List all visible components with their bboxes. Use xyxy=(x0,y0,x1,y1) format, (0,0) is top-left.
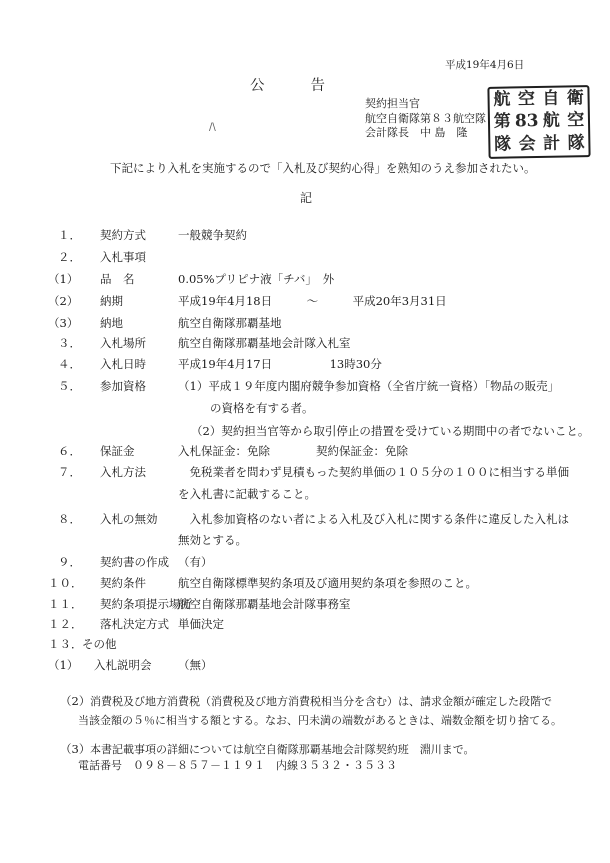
seal-char: 会 xyxy=(518,134,536,155)
stray-mark: /\ xyxy=(209,122,216,133)
item-continuation: （2）契約担当官等から取引停止の措置を受けている期間中の者でないこと。 xyxy=(191,424,590,438)
seal-char: 空 xyxy=(517,88,536,110)
official-seal xyxy=(487,85,590,159)
contact-phone: 電話番号 ０９８－８５７－１１９１ 内線３５３２・３５３３ xyxy=(78,759,397,772)
item-number: ９． xyxy=(58,555,81,569)
item-number: ３． xyxy=(58,336,81,350)
item-value: 平成19年4月18日 ～ 平成20年3月31日 xyxy=(178,294,447,308)
item-number: ８． xyxy=(58,512,81,526)
item-continuation: の資格を有する者。 xyxy=(210,401,314,415)
item-value: （1）平成１９年度内閣府競争参加資格（全省庁統一資格）「物品の販売」 xyxy=(178,379,560,393)
item-continuation: 無効とする。 xyxy=(178,533,247,547)
item-value: 0.05%プリピナ液「チバ」 外 xyxy=(178,272,335,286)
item-row xyxy=(0,599,610,615)
item-label: 納地 xyxy=(100,316,123,330)
seal-char: 隊 xyxy=(493,134,512,155)
notice-title: 公告 xyxy=(250,78,371,94)
item-label: 入札説明会 xyxy=(94,658,152,672)
item-value: （無） xyxy=(178,658,213,672)
item-continuation: を入札書に記載すること。 xyxy=(178,487,316,501)
item-label: 契約方式 xyxy=(100,228,146,242)
item-value: 一般競争契約 xyxy=(178,228,247,242)
item-label: 品 名 xyxy=(100,272,135,286)
seal-char: 隊 xyxy=(567,133,585,154)
item-number: （1） xyxy=(48,272,79,286)
item-row xyxy=(0,619,610,635)
item-label: 契約条件 xyxy=(100,576,146,590)
item-number: ２． xyxy=(58,250,81,264)
item-value: 航空自衛隊那覇基地会計隊事務室 xyxy=(178,597,351,611)
item-number: ７． xyxy=(58,465,81,479)
item-label: 入札場所 xyxy=(100,336,146,350)
item-number: １． xyxy=(58,228,81,242)
issuer-unit: 航空自衛隊第８３航空隊 xyxy=(365,112,486,125)
item-label: 入札の無効 xyxy=(100,512,158,526)
item-number: ５． xyxy=(58,379,81,393)
item-label: 入札方法 xyxy=(100,465,146,479)
item-label: 落札決定方式 xyxy=(100,617,169,631)
seal-char: 航 xyxy=(493,89,511,110)
item-number: （3） xyxy=(48,316,79,330)
item-value: 入札参加資格のない者による入札及び入札に関する条件に違反した入札は xyxy=(178,512,569,526)
note-number: （2） xyxy=(60,694,91,708)
item-row xyxy=(0,467,610,483)
item-row xyxy=(0,446,610,462)
seal-char: 計 xyxy=(542,133,561,155)
item-label: 参加資格 xyxy=(100,379,146,393)
item-row xyxy=(0,338,610,354)
seal-char: 83 xyxy=(514,111,539,132)
note-line: 当該金額の５％に相当する額とする。なお、円未満の端数があるときは、端数金額を切り捨てる。 xyxy=(78,714,562,727)
item-number: １１． xyxy=(48,597,83,611)
seal-char: 第 xyxy=(493,111,511,133)
item-number: １０． xyxy=(48,576,83,590)
issuer-name: 会計隊長 中 島 隆 xyxy=(365,126,468,139)
intro-text: 下記により入札を実施するので「入札及び契約心得」を熟知のうえ参加されたい。 xyxy=(110,161,536,175)
item-row xyxy=(0,639,610,655)
item-row xyxy=(0,296,610,312)
item-label: 契約条項提示場所 xyxy=(100,597,192,611)
item-number: （1） xyxy=(48,658,79,672)
item-row xyxy=(0,578,610,594)
seal-char: 航 xyxy=(542,111,560,132)
seal-char: 自 xyxy=(542,88,560,109)
item-row xyxy=(0,557,610,573)
item-value: 免税業者を問わず見積もった契約単価の１０５分の１００に相当する単価 xyxy=(178,465,569,479)
item-row xyxy=(0,381,610,397)
item-row xyxy=(0,252,610,268)
item-label: 納期 xyxy=(100,294,123,308)
notice-date: 平成19年4月6日 xyxy=(445,59,525,71)
item-row xyxy=(0,230,610,246)
item-number: １３． xyxy=(48,637,83,651)
item-number: （2） xyxy=(48,294,79,308)
note-number: （3） xyxy=(60,742,91,756)
item-value: 入札保証金：免除 契約保証金：免除 xyxy=(178,444,408,458)
item-number: ４． xyxy=(58,357,81,371)
item-row xyxy=(0,274,610,290)
item-label: 入札事項 xyxy=(100,250,146,264)
item-value: 航空自衛隊那覇基地 xyxy=(178,316,282,330)
item-label: その他 xyxy=(82,637,117,651)
seal-char: 空 xyxy=(567,110,585,131)
item-label: 保証金 xyxy=(100,444,135,458)
item-number: ６． xyxy=(58,444,81,458)
item-row xyxy=(0,318,610,334)
seal-char: 衛 xyxy=(566,88,585,109)
item-value: （有） xyxy=(178,555,213,569)
item-row xyxy=(0,359,610,375)
item-value: 平成19年4月17日 13時30分 xyxy=(178,357,382,371)
item-value: 航空自衛隊那覇基地会計隊入札室 xyxy=(178,336,351,350)
item-value: 航空自衛隊標準契約条項及び適用契約条項を参照のこと。 xyxy=(178,576,477,590)
item-row xyxy=(0,660,610,676)
item-row xyxy=(0,514,610,530)
item-label: 契約書の作成 xyxy=(100,555,169,569)
note-line: 消費税及び地方消費税（消費税及び地方消費税相当分を含む）は、請求金額が確定した段階で xyxy=(90,695,552,708)
item-number: １２． xyxy=(48,617,83,631)
note-line: 本書記載事項の詳細については航空自衛隊那覇基地会計隊契約班 淵川まで。 xyxy=(90,743,475,756)
ki-heading: 記 xyxy=(300,191,313,205)
item-value: 単価決定 xyxy=(178,617,224,631)
issuer-role: 契約担当官 xyxy=(365,97,420,110)
item-label: 入札日時 xyxy=(100,357,146,371)
